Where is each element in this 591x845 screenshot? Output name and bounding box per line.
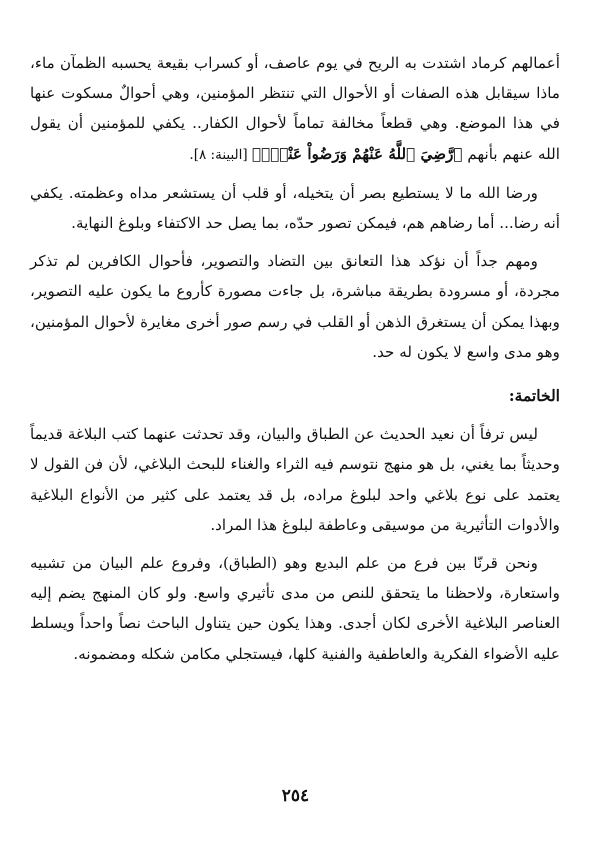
paragraph-1	[30, 48, 560, 170]
page-body	[30, 48, 560, 669]
paragraph-2: ورضا الله ما لا يستطيع بصر أن يتخيله، أو قلب أن يستشعر مداه وعظمته. يكفي أنه رضا... أما رضاهم هم، فيمكن تصور حدّه، بما يصل حد الاكتفاء وبلوغ النهاية.	[30, 183, 560, 233]
paragraph-3: ومهم جداً أن نؤكد هذا التعانق بين التضاد والتصوير، فأحوال الكافرين لم تذكر مجردة، أو مسرودة بطريقة مباشرة، بل جاءت مصورة كأروع ما يكون عليه التصوير، وبهذا يمكن أن يستغرق الذهن أو القلب في رسم صور أخرى مغايرة لأحوال المؤمنين، وهو مدى واسع لا يكون له حد.	[30, 252, 560, 361]
conclusion-heading: الخاتمة:	[508, 386, 560, 406]
paragraph-1-text: أعمالهم كرماد اشتدت به الريح في يوم عاصف، أو كسراب بقيعة يحسبه الظمآن ماء، ماذا سيقابل هذه الصفات أو الأحوال التي تنتظر المؤمنين، وهي أحوالٌ مسكوت عنها في هذا الموضع. وهي قطعاً مخالفة تماماً لأحوال الكفار.. يكفي للمؤمنين أن يقول الله عنهم بأنهم	[30, 54, 560, 163]
quran-verse: ﴿رَّضِيَ ٱللَّهُ عَنْهُمْ وَرَضُواْ عَنْهُۚ﴾	[251, 144, 463, 163]
conclusion-paragraph-2: ونحن قرنّا بين فرع من علم البديع وهو (الطباق)، وفروع علم البيان من تشبيه واستعارة، ولاحظنا ما يتحقق للنص من مدى تأثيري واسع. ولو كان المنهج يضم إليه العناصر البلاغية الأخرى لكان أجدى. وهذا يكون حين يتناول الباحث نصاً واحداً ويسلط عليه الأضواء الفكرية والعاطفية والفنية كلها، فيستجلي مكامن شكله ومضمونه.	[30, 554, 560, 663]
conclusion-paragraph-1: ليس ترفاً أن نعيد الحديث عن الطباق والبيان، وقد تحدثت عنهما كتب البلاغة قديماً وحديثاً بما يغني، بل هو منهج نتوسم فيه الثراء والغناء للبحث البلاغي، لأن فن القول لا يعتمد على نوع بلاغي واحد لبلوغ مراده، بل قد يعتمد على كثير من الأنواع البلاغية والأدوات التأثيرية من موسيقى وعاطفة لبلوغ هذا المراد.	[30, 425, 560, 534]
page-number: ٢٥٤	[281, 786, 310, 806]
verse-citation: [البينة: ٨].	[189, 146, 252, 163]
